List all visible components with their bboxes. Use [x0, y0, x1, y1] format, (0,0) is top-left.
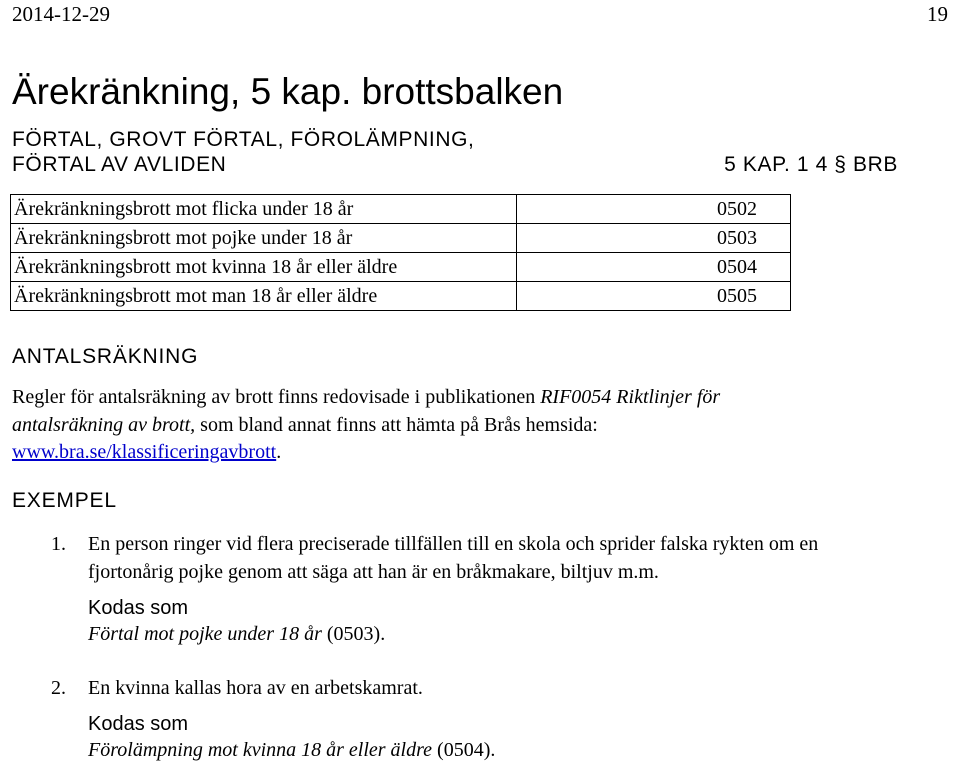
crime-name: Ärekränkningsbrott mot man 18 år eller äldre: [11, 282, 517, 311]
crime-code: 0504: [517, 253, 791, 282]
example-2-kodas-label: Kodas som: [88, 713, 189, 735]
example-1-text-line-1: En person ringer vid flera preciserade tillfällen till en skola och sprider falska rykten om en: [88, 533, 819, 555]
example-number: 1.: [51, 533, 66, 555]
antal-text: Regler för antalsräkning av brott finns redovisade i publikationen: [12, 386, 541, 408]
result-code: (0504).: [432, 739, 496, 761]
example-number: 2.: [51, 677, 66, 699]
section-heading-exempel: EXEMPEL: [12, 489, 117, 512]
header-date: 2014-12-29: [12, 2, 110, 26]
result-crime: Förtal mot pojke under 18 år: [88, 623, 322, 645]
publication-title: RIF0054 Riktlinjer för: [540, 386, 721, 408]
example-2-text-line-1: En kvinna kallas hora av en arbetskamrat.: [88, 677, 423, 699]
bra-website-link[interactable]: www.bra.se/klassificeringavbrott: [12, 441, 277, 463]
antal-paragraph-line-3: [12, 441, 281, 464]
page-number: 19: [927, 2, 948, 26]
antal-text: som bland annat finns att hämta på Brås hemsida:: [195, 414, 598, 436]
publication-title-cont: antalsräkning av brott,: [12, 414, 196, 436]
crime-name: Ärekränkningsbrott mot kvinna 18 år eller äldre: [11, 253, 517, 282]
table-row: [11, 282, 791, 311]
result-code: (0503).: [321, 623, 386, 645]
antal-paragraph-line-1: [12, 386, 720, 409]
page-title: Ärekränkning, 5 kap. brottsbalken: [12, 71, 564, 112]
subtitle-line-1: FÖRTAL, GROVT FÖRTAL, FÖROLÄMPNING,: [12, 128, 475, 151]
example-1-result: [88, 623, 385, 646]
crime-code-table: [10, 194, 791, 311]
table-row: [11, 224, 791, 253]
antal-paragraph-line-2: [12, 414, 598, 437]
crime-name: Ärekränkningsbrott mot pojke under 18 år: [11, 224, 517, 253]
example-1-text-line-2: fjortonårig pojke genom att säga att han är en bråkmakare, biltjuv m.m.: [88, 561, 659, 583]
section-heading-antalsrakning: ANTALSRÄKNING: [12, 345, 199, 368]
chapter-reference: 5 KAP. 1 4 § BRB: [724, 153, 898, 176]
antal-text-suffix: .: [276, 441, 282, 463]
crime-name: Ärekränkningsbrott mot flicka under 18 år: [11, 195, 517, 224]
crime-code: 0505: [517, 282, 791, 311]
table-row: [11, 195, 791, 224]
result-crime: Förolämpning mot kvinna 18 år eller äldre: [88, 739, 433, 761]
subtitle-line-2: FÖRTAL AV AVLIDEN: [12, 153, 227, 176]
example-1-kodas-label: Kodas som: [88, 597, 189, 619]
table-row: [11, 253, 791, 282]
crime-code: 0503: [517, 224, 791, 253]
crime-code: 0502: [517, 195, 791, 224]
example-2-result: [88, 739, 495, 762]
